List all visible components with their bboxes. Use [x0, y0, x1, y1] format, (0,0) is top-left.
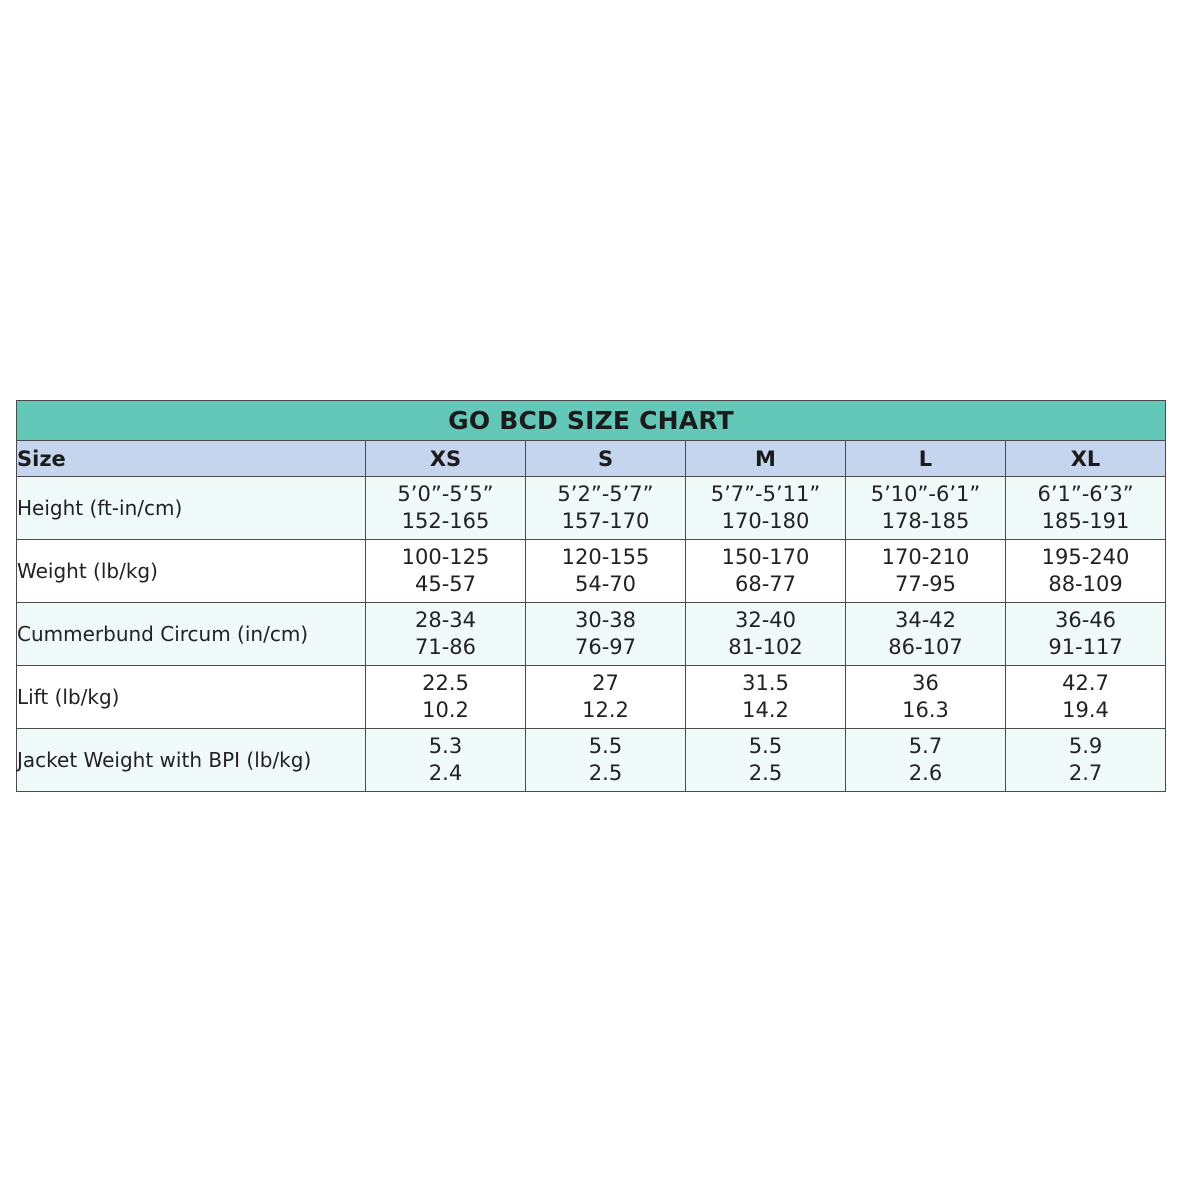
cell-metric: 54-70 — [574, 572, 637, 596]
header-size-xs: XS — [366, 441, 526, 477]
cell-imperial: 36 — [912, 671, 939, 695]
table-cell — [1006, 666, 1166, 729]
table-cell — [366, 477, 526, 540]
table-row-jacket-weight — [17, 729, 1166, 792]
cell-metric: 19.4 — [1062, 698, 1109, 722]
cell-metric: 2.6 — [908, 761, 943, 785]
cell-imperial: 6’1”-6’3” — [1037, 482, 1134, 506]
table-row-height — [17, 477, 1166, 540]
table-cell — [686, 477, 846, 540]
cell-imperial: 42.7 — [1062, 671, 1109, 695]
table-cell — [526, 666, 686, 729]
table-cell — [526, 477, 686, 540]
cell-imperial: 22.5 — [422, 671, 469, 695]
table-cell — [366, 540, 526, 603]
cell-metric: 88-109 — [1048, 572, 1123, 596]
title-row — [17, 401, 1166, 441]
table-cell — [366, 729, 526, 792]
cell-imperial: 28-34 — [414, 608, 477, 632]
cell-metric: 45-57 — [414, 572, 477, 596]
header-size-m: M — [686, 441, 846, 477]
row-label: Lift (lb/kg) — [17, 666, 366, 729]
cell-metric: 10.2 — [422, 698, 469, 722]
table-cell — [686, 603, 846, 666]
cell-metric: 77-95 — [894, 572, 957, 596]
table-cell — [846, 603, 1006, 666]
cell-imperial: 30-38 — [574, 608, 637, 632]
cell-metric: 185-191 — [1041, 509, 1130, 533]
table-cell — [686, 540, 846, 603]
cell-metric: 170-180 — [721, 509, 810, 533]
cell-metric: 76-97 — [574, 635, 637, 659]
table-cell — [526, 540, 686, 603]
table-row-lift — [17, 666, 1166, 729]
size-chart-table — [16, 400, 1166, 792]
cell-imperial: 5.5 — [748, 734, 783, 758]
cell-metric: 157-170 — [561, 509, 650, 533]
row-label: Height (ft-in/cm) — [17, 477, 366, 540]
table-cell — [1006, 603, 1166, 666]
cell-imperial: 5.7 — [908, 734, 943, 758]
cell-metric: 71-86 — [414, 635, 477, 659]
cell-metric: 86-107 — [888, 635, 963, 659]
table-row-cummerbund — [17, 603, 1166, 666]
table-cell — [1006, 477, 1166, 540]
chart-title: GO BCD SIZE CHART — [17, 401, 1166, 441]
table-cell — [846, 729, 1006, 792]
header-size-label: Size — [17, 441, 366, 477]
cell-imperial: 5’0”-5’5” — [397, 482, 494, 506]
cell-metric: 178-185 — [881, 509, 970, 533]
cell-imperial: 32-40 — [734, 608, 797, 632]
cell-imperial: 5.5 — [588, 734, 623, 758]
table-cell — [1006, 540, 1166, 603]
cell-metric: 81-102 — [728, 635, 803, 659]
cell-imperial: 27 — [592, 671, 619, 695]
cell-imperial: 100-125 — [401, 545, 490, 569]
cell-metric: 68-77 — [734, 572, 797, 596]
table-cell — [846, 477, 1006, 540]
table-cell — [1006, 729, 1166, 792]
cell-metric: 12.2 — [582, 698, 629, 722]
cell-imperial: 170-210 — [881, 545, 970, 569]
cell-metric: 91-117 — [1048, 635, 1123, 659]
cell-imperial: 5.9 — [1068, 734, 1103, 758]
row-label: Cummerbund Circum (in/cm) — [17, 603, 366, 666]
cell-metric: 2.5 — [748, 761, 783, 785]
table-row-weight — [17, 540, 1166, 603]
cell-metric: 2.7 — [1068, 761, 1103, 785]
cell-metric: 152-165 — [401, 509, 490, 533]
cell-imperial: 34-42 — [894, 608, 957, 632]
table-cell — [686, 666, 846, 729]
table-cell — [366, 666, 526, 729]
header-size-l: L — [846, 441, 1006, 477]
table-cell — [366, 603, 526, 666]
cell-metric: 16.3 — [902, 698, 949, 722]
cell-metric: 2.5 — [588, 761, 623, 785]
cell-imperial: 5’2”-5’7” — [557, 482, 654, 506]
cell-imperial: 195-240 — [1041, 545, 1130, 569]
table-cell — [686, 729, 846, 792]
table-cell — [846, 540, 1006, 603]
cell-imperial: 5’7”-5’11” — [710, 482, 821, 506]
cell-imperial: 31.5 — [742, 671, 789, 695]
cell-imperial: 150-170 — [721, 545, 810, 569]
cell-metric: 14.2 — [742, 698, 789, 722]
table-cell — [526, 603, 686, 666]
cell-imperial: 36-46 — [1055, 608, 1117, 632]
header-row — [17, 441, 1166, 477]
header-size-xl: XL — [1006, 441, 1166, 477]
cell-imperial: 5’10”-6’1” — [870, 482, 981, 506]
table-cell — [526, 729, 686, 792]
row-label: Weight (lb/kg) — [17, 540, 366, 603]
header-size-s: S — [526, 441, 686, 477]
row-label: Jacket Weight with BPI (lb/kg) — [17, 729, 366, 792]
cell-metric: 2.4 — [428, 761, 463, 785]
cell-imperial: 5.3 — [428, 734, 463, 758]
cell-imperial: 120-155 — [561, 545, 650, 569]
table-cell — [846, 666, 1006, 729]
